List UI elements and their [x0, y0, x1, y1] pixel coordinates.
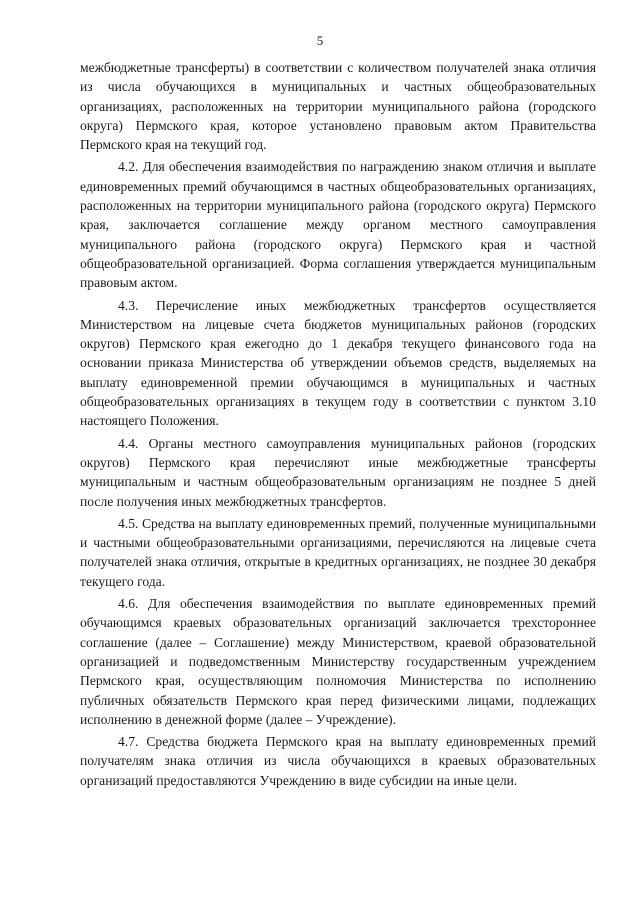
- page-number: 5: [316, 33, 324, 48]
- paragraph-4-4: 4.4. Органы местного самоуправления муниципальных районов (городских округов) Пермского края перечисляют иные межбюджетные трансферты муниципальным и частным общеобразовательным организациям не позднее 5 дней после получения иных межбюджетных трансфертов.: [80, 435, 596, 509]
- paragraph-4-6: 4.6. Для обеспечения взаимодействия по выплате единовременных премий обучающимся краевых образовательных организаций заключается трехстороннее соглашение (далее – Соглашение) между Министерством, краевой образовательной организацией и подведомственным Министерству государственным учреждением Пермского края, осуществляющим полномочия Министерства по исполнению публичных обязательств Пермского края перед физическими лицами, подлежащих исполнению в денежной форме (далее – Учреждение).: [80, 596, 596, 727]
- document-body: [80, 58, 596, 793]
- paragraph-4-7: 4.7. Средства бюджета Пермского края на выплату единовременных премий получателям знака отличия из числа обучающихся в краевых образовательных организаций предоставляются Учреждению в виде субсидии на иные цели.: [80, 734, 596, 788]
- paragraph-4-5: 4.5. Средства на выплату единовременных премий, полученные муниципальными и частными общеобразовательными организациями, перечисляются на лицевые счета получателей знака отличия, открытые в кредитных организациях, не позднее 30 декабря текущего года.: [80, 515, 596, 589]
- paragraph-4-2: 4.2. Для обеспечения взаимодействия по награждению знаком отличия и выплате единовременных премий обучающимся в частных общеобразовательных организациях, расположенных на территории муниципального района (городского округа) Пермского края, заключается соглашение между органом местного самоуправления муниципального района (городского округа) Пермского края и частной общеобразовательной организацией. Форма соглашения утверждается муниципальным правовым актом.: [80, 159, 596, 291]
- paragraph-4-3: 4.3. Перечисление иных межбюджетных трансфертов осуществляется Министерством на лицевые счета бюджетов муниципальных районов (городских округов) Пермского края ежегодно до 1 декабря текущего финансового года на основании приказа Министерства об утверждении объемов средств, выделяемых на выплату единовременной премии обучающимся в муниципальных и частных общеобразовательных организациях в текущем году в соответствии с пунктом 3.10 настоящего Положения.: [80, 297, 596, 429]
- paragraph-continuation: межбюджетные трансферты) в соответствии с количеством получателей знака отличия из числа обучающихся в муниципальных и частных общеобразовательных организациях, расположенных на территории муниципального района (городского округа) Пермского края, которое установлено правовым актом Правительства Пермского края на текущий год.: [80, 60, 596, 153]
